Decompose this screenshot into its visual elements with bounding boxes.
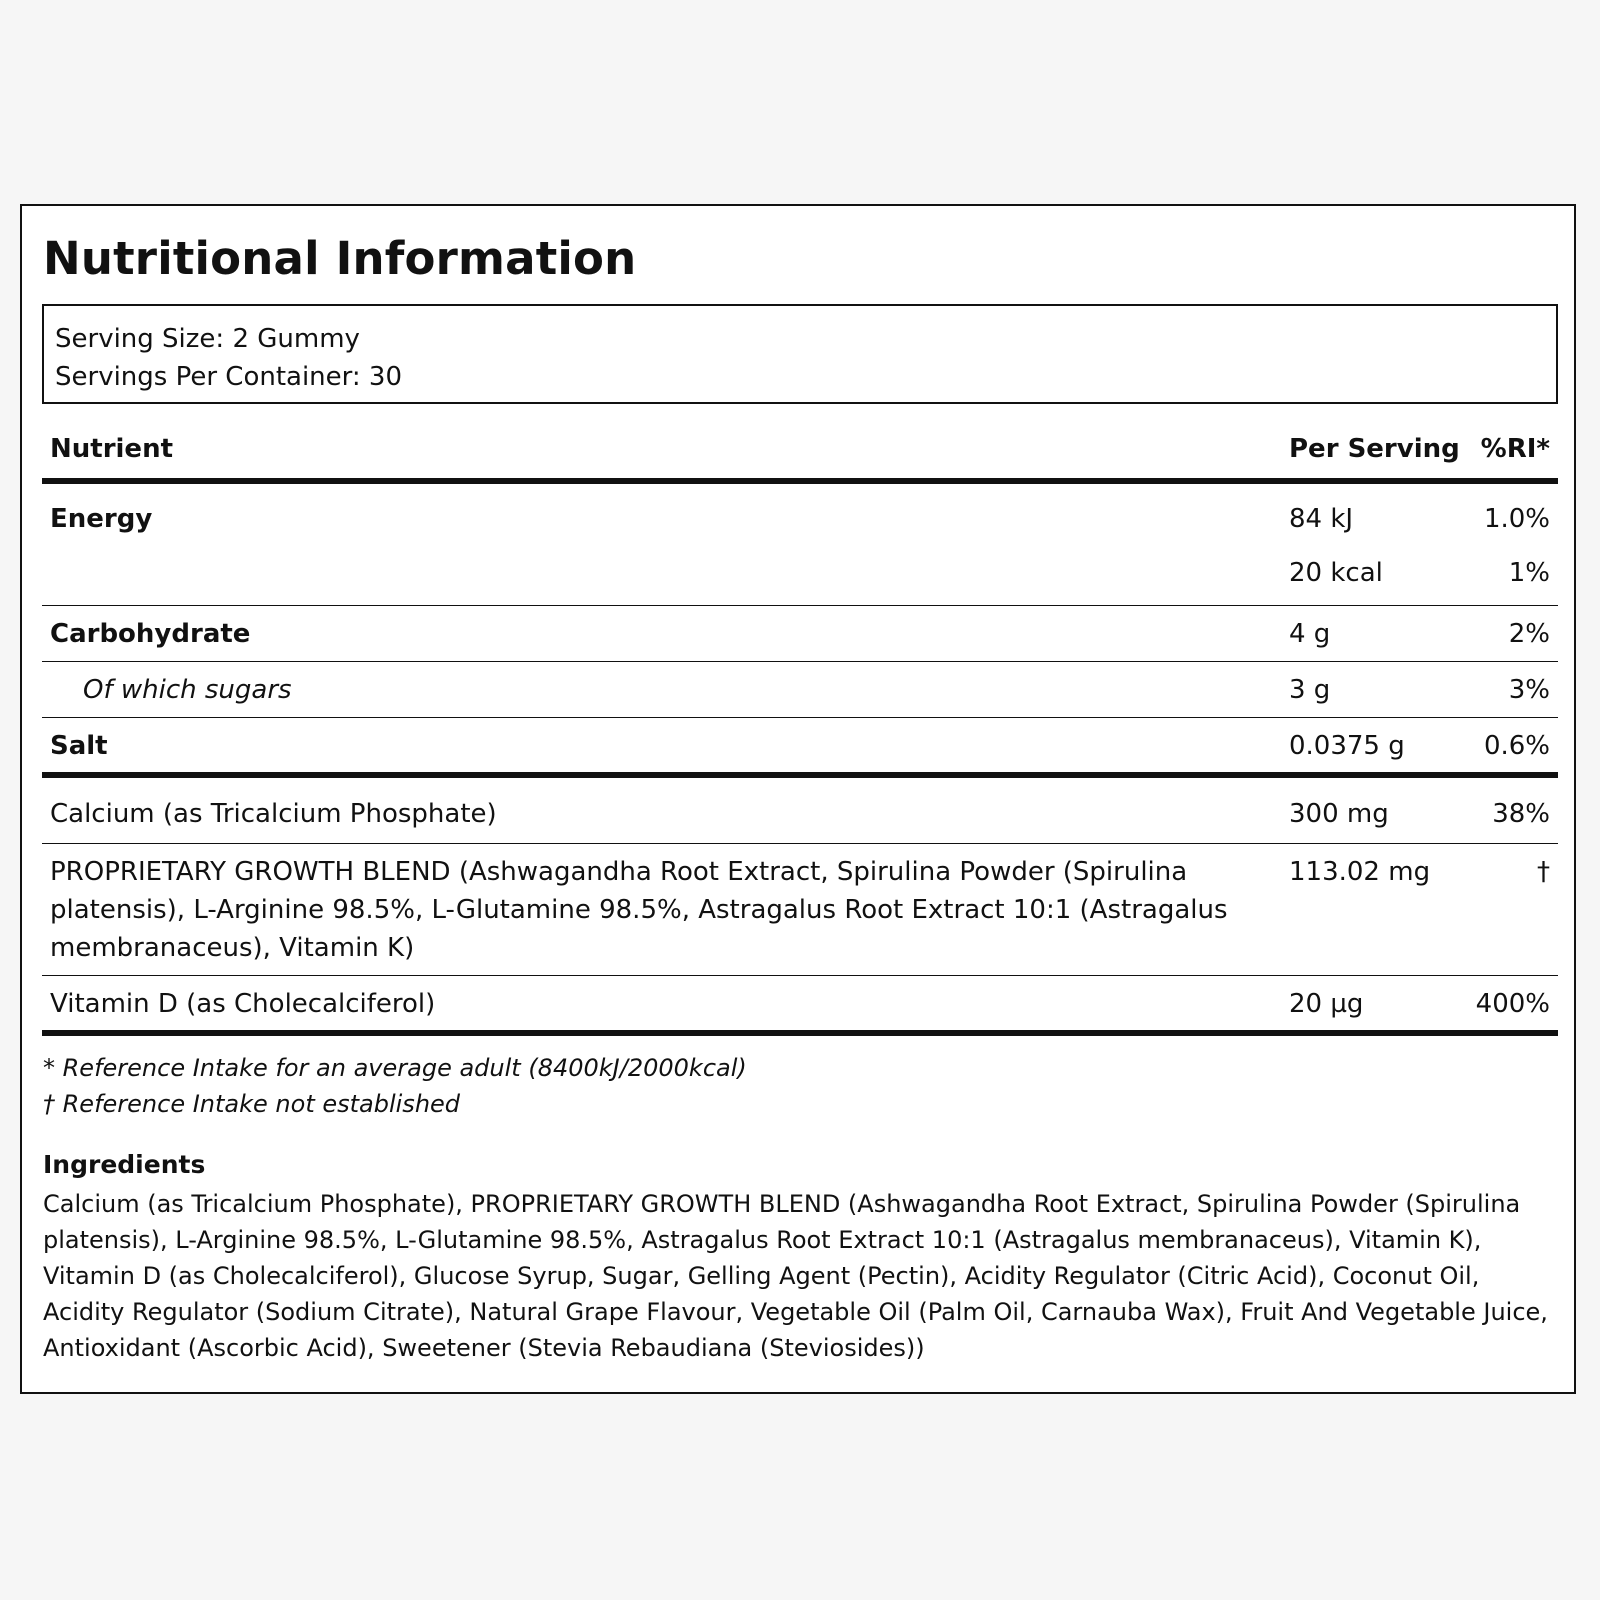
ri-value: 3% xyxy=(1508,675,1550,705)
table-row-salt xyxy=(42,718,1558,778)
nutrient-name: Energy xyxy=(50,504,153,534)
servings-per-container: Servings Per Container: 30 xyxy=(55,362,403,392)
ri-value: 1% xyxy=(1508,558,1550,588)
table-row-proprietary-blend xyxy=(42,844,1558,976)
table-row-sugars xyxy=(42,662,1558,718)
ri-value: † xyxy=(1537,857,1550,887)
ri-value: 0.6% xyxy=(1483,731,1550,761)
ri-value: 400% xyxy=(1475,989,1550,1019)
ingredients-text: Calcium (as Tricalcium Phosphate), PROPRIETARY GROWTH BLEND (Ashwagandha Root Extract, Spirulina Powder (Spirulina platensis), L-Arginine 98.5%, L-Glutamine 98.5%, Astragalus Root Extract 10:1 (Astragalus membranaceus), Vitamin K), Vitamin D (as Cholecalciferol), Glucose Syrup, Sugar, Gelling Agent (Pectin), Acidity Regulator (Citric Acid), Coconut Oil, Acidity Regulator (Sodium Citrate), Natural Grape Flavour, Vegetable Oil (Palm Oil, Carnauba Wax), Fruit And Vegetable Juice, Antioxidant (Ascorbic Acid), Sweetener (Stevia Rebaudiana (Steviosides)) xyxy=(43,1190,1548,1362)
table-row-energy xyxy=(42,484,1558,606)
table-row-calcium xyxy=(42,778,1558,844)
nutrient-name: PROPRIETARY GROWTH BLEND (Ashwagandha Root Extract, Spirulina Powder (Spirulina platensis), L-Arginine 98.5%, L-Glutamine 98.5%, Astragalus Root Extract 10:1 (Astragalus membranaceus), Vitamin K) xyxy=(50,857,1228,963)
serving-size: Serving Size: 2 Gummy xyxy=(55,324,360,354)
amount-value: 84 kJ xyxy=(1289,504,1354,534)
nutrition-panel xyxy=(20,204,1576,1394)
header-nutrient: Nutrient xyxy=(50,434,174,464)
amount-value: 113.02 mg xyxy=(1289,857,1431,887)
nutrient-name: Calcium (as Tricalcium Phosphate) xyxy=(50,799,497,829)
page-title: Nutritional Information xyxy=(43,232,637,285)
header-per-serving: Per Serving xyxy=(1289,434,1460,464)
nutrient-name: Of which sugars xyxy=(83,675,292,705)
table-header-row xyxy=(42,426,1558,484)
ingredients-heading: Ingredients xyxy=(43,1150,206,1179)
amount-value: 20 µg xyxy=(1289,989,1364,1019)
nutrition-table xyxy=(42,426,1558,1036)
amount-value: 0.0375 g xyxy=(1289,731,1405,761)
amount-value: 300 mg xyxy=(1289,799,1389,829)
table-row-carbohydrate xyxy=(42,606,1558,662)
ri-value: 38% xyxy=(1492,799,1550,829)
amount-value: 20 kcal xyxy=(1289,558,1383,588)
dagger-footnote: † Reference Intake not established xyxy=(43,1090,461,1118)
ri-value: 1.0% xyxy=(1483,504,1550,534)
amount-value: 4 g xyxy=(1289,619,1331,649)
nutrient-name: Carbohydrate xyxy=(50,619,251,649)
ri-value: 2% xyxy=(1508,619,1550,649)
serving-info-box xyxy=(42,304,1558,404)
ri-footnote: * Reference Intake for an average adult (8400kJ/2000kcal) xyxy=(43,1054,747,1082)
table-row-vitamin-d xyxy=(42,976,1558,1036)
amount-value: 3 g xyxy=(1289,675,1331,705)
header-ri: %RI* xyxy=(1480,434,1550,464)
footnotes xyxy=(43,1050,747,1122)
nutrient-name: Vitamin D (as Cholecalciferol) xyxy=(50,989,436,1019)
nutrient-name: Salt xyxy=(50,731,108,761)
